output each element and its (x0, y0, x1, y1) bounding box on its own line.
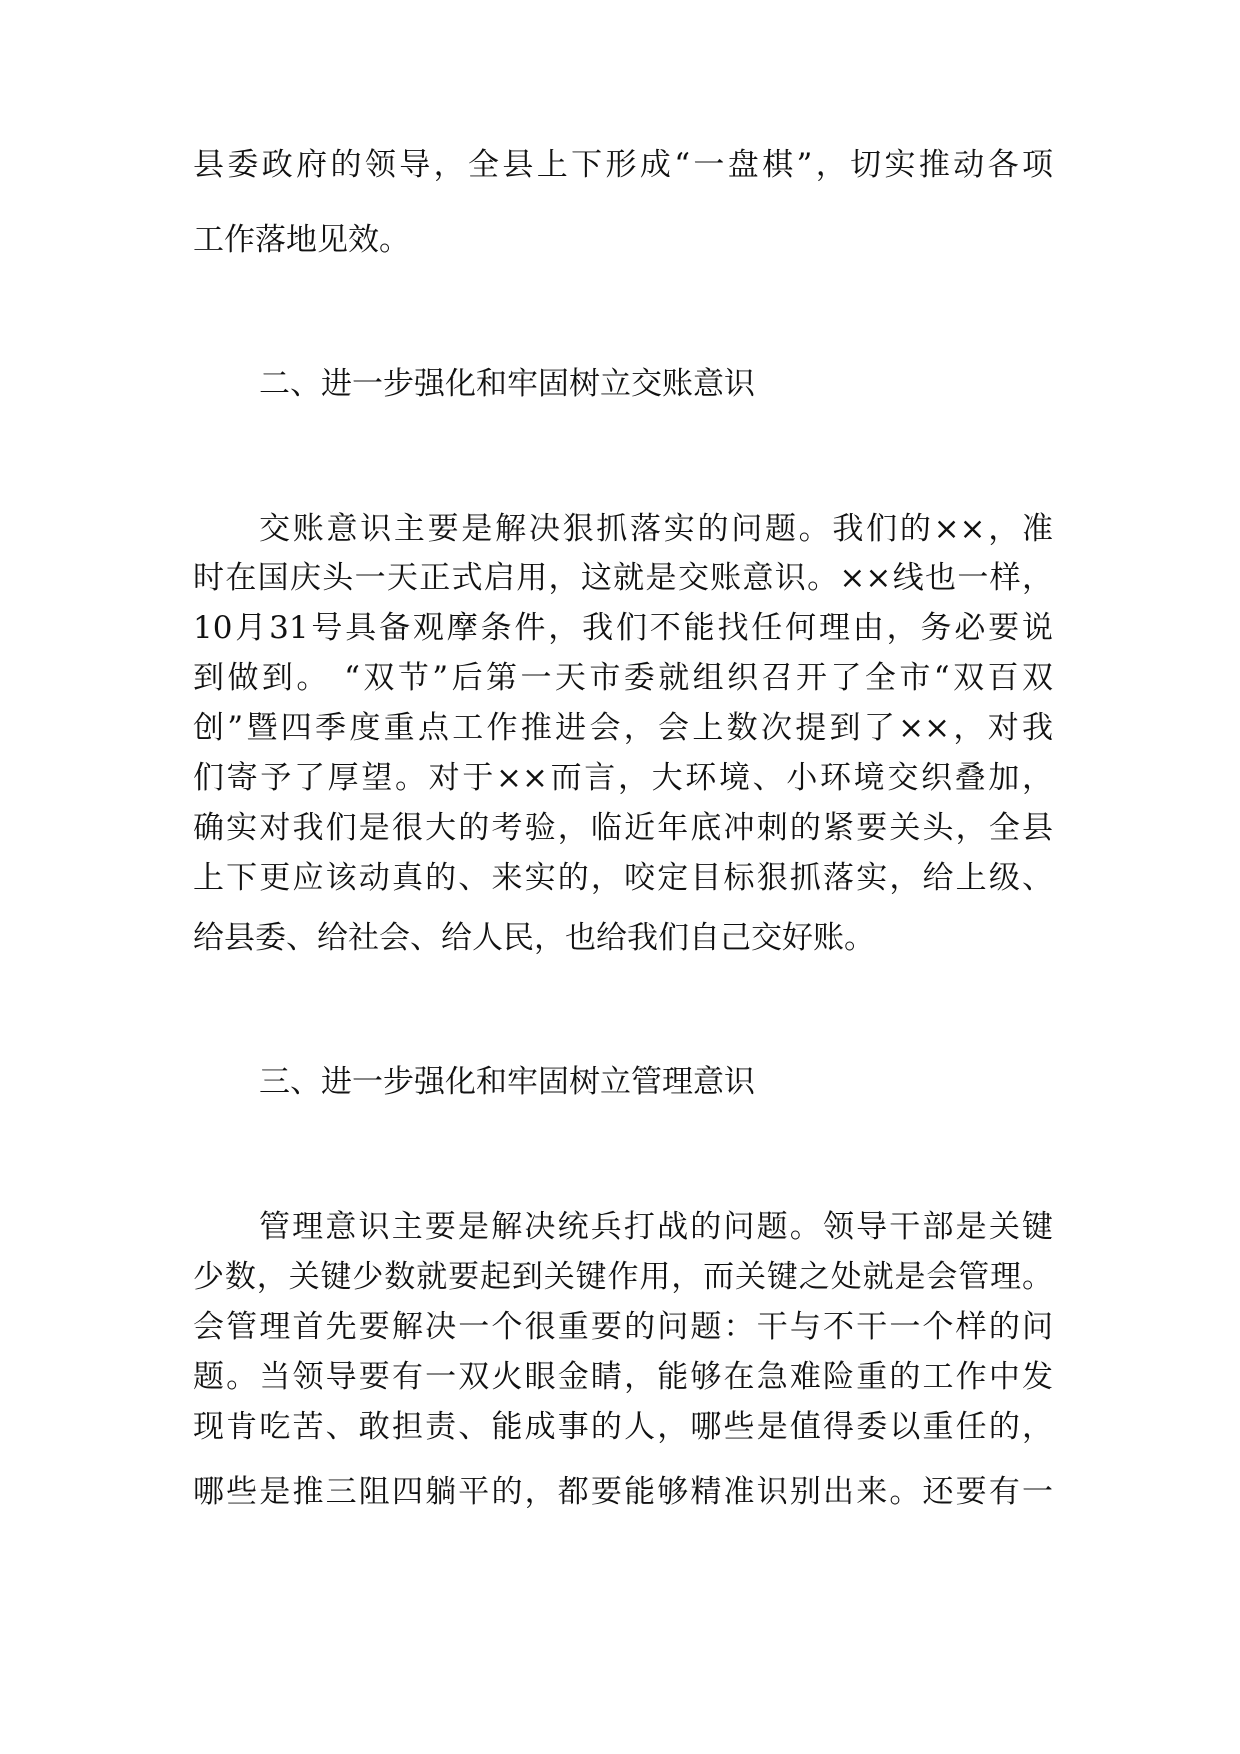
section-heading-3: 三、进一步强化和牢固树立管理意识 (259, 1064, 755, 1100)
paragraph-line: 上下更应该动真的、来实的，咬定目标狠抓落实，给上级、 (193, 860, 1053, 896)
paragraph-line: 县委政府的领导，全县上下形成“一盘棋”，切实推动各项 (193, 147, 1053, 183)
paragraph-line: 哪些是推三阻四躺平的，都要能够精准识别出来。还要有一 (193, 1474, 1053, 1510)
paragraph-line: 少数，关键少数就要起到关键作用，而关键之处就是会管理。 (193, 1259, 1053, 1295)
paragraph-line: 到做到。 “双节”后第一天市委就组织召开了全市“双百双 (193, 660, 1053, 696)
paragraph-line: 确实对我们是很大的考验，临近年底冲刺的紧要关头，全县 (193, 810, 1053, 846)
section-heading-2: 二、进一步强化和牢固树立交账意识 (259, 366, 755, 402)
paragraph-line: 时在国庆头一天正式启用，这就是交账意识。××线也一样， (193, 560, 1053, 596)
paragraph-line: 10月31号具备观摩条件，我们不能找任何理由，务必要说 (193, 610, 1053, 646)
paragraph-line: 会管理首先要解决一个很重要的问题：干与不干一个样的问 (193, 1309, 1053, 1345)
paragraph-line: 创”暨四季度重点工作推进会，会上数次提到了××，对我 (193, 710, 1053, 746)
paragraph-line: 给县委、给社会、给人民，也给我们自己交好账。 (193, 920, 875, 956)
paragraph-line: 管理意识主要是解决统兵打战的问题。领导干部是关键 (259, 1209, 1053, 1245)
paragraph-line: 题。当领导要有一双火眼金睛，能够在急难险重的工作中发 (193, 1359, 1053, 1395)
paragraph-line: 们寄予了厚望。对于××而言，大环境、小环境交织叠加， (193, 760, 1053, 796)
paragraph-line: 工作落地见效。 (193, 222, 410, 258)
paragraph-line: 现肯吃苦、敢担责、能成事的人，哪些是值得委以重任的， (193, 1409, 1053, 1445)
paragraph-line: 交账意识主要是解决狠抓落实的问题。我们的××，准 (259, 511, 1053, 547)
